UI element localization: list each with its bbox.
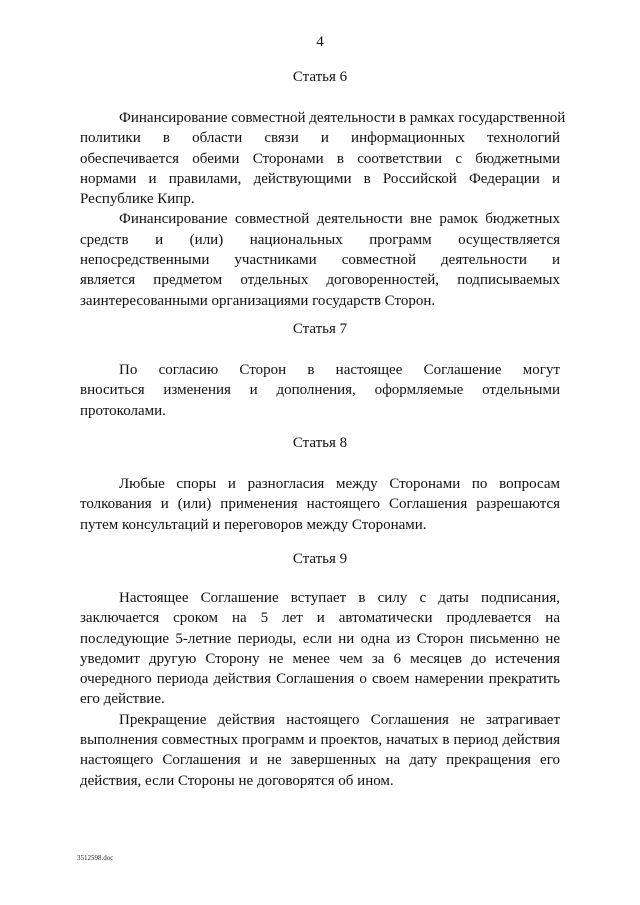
article-7-paragraph-1	[80, 360, 560, 421]
article-6-body	[80, 108, 566, 311]
text-line: выполнения совместных программ и проектов, начатых в период действия	[80, 732, 560, 749]
text-line: Финансирование совместной деятельности в рамках государственной	[119, 110, 566, 126]
text-line: последующие 5-летние периоды, если ни одна из Сторон письменно не	[80, 630, 560, 647]
text-line: действия, если Стороны не договорятся об ином.	[80, 772, 394, 789]
article-6-paragraph-2	[80, 209, 560, 310]
text-line: путем консультаций и переговоров между Сторонами.	[80, 516, 427, 533]
text-line: Республике Кипр.	[80, 191, 195, 208]
article-8-paragraph-1	[80, 474, 560, 535]
text-line: его действие.	[80, 691, 165, 708]
article-9-body	[80, 588, 560, 791]
article-9-title: Статья 9	[292, 551, 348, 567]
article-9-paragraph-2	[80, 710, 560, 791]
article-7-body	[80, 360, 560, 421]
text-line: средств и (или) национальных программ осуществляется	[80, 231, 560, 248]
text-line: вноситься изменения и дополнения, оформляемые отдельными	[80, 382, 560, 399]
page-number: 4	[316, 34, 324, 50]
article-8-body	[80, 474, 560, 535]
text-line: настоящего Соглашения и не завершенных на дату прекращения его	[80, 752, 560, 769]
text-line: уведомит другую Сторону не менее чем за 6 месяцев до истечения	[80, 650, 560, 667]
text-line: обеспечивается обеими Сторонами в соответствии с бюджетными	[80, 150, 560, 167]
article-7-title: Статья 7	[292, 321, 348, 337]
text-line: Прекращение действия настоящего Соглашения не затрагивает	[119, 711, 560, 728]
text-line: Любые споры и разногласия между Сторонами по вопросам	[119, 476, 560, 492]
text-line: протоколами.	[80, 402, 166, 419]
article-8-title: Статья 8	[292, 435, 348, 451]
text-line: По согласию Сторон в настоящее Соглашение могут	[119, 362, 560, 378]
text-line: толкования и (или) применения настоящего Соглашения разрешаются	[80, 496, 560, 513]
text-line: Настоящее Соглашение вступает в силу с даты подписания,	[119, 590, 560, 606]
text-line: является предметом отдельных договоренностей, подписываемых	[80, 272, 560, 289]
text-line: непосредственными участниками совместной деятельности и	[80, 252, 560, 269]
article-9-paragraph-1	[80, 588, 560, 710]
footer-file-code: 3512598.doc	[77, 854, 114, 862]
text-line: заинтересованными организациями государств Сторон.	[80, 292, 436, 309]
text-line: очередного периода действия Соглашения о своем намерении прекратить	[80, 671, 560, 688]
article-6-title: Статья 6	[292, 69, 348, 85]
text-line: нормами и правилами, действующими в Российской Федерации и	[80, 170, 560, 187]
text-line: политики в области связи и информационных технологий	[80, 130, 560, 147]
article-6-paragraph-1	[80, 108, 566, 209]
text-line: Финансирование совместной деятельности вне рамок бюджетных	[119, 211, 560, 228]
text-line: заключается сроком на 5 лет и автоматически продлевается на	[80, 610, 560, 627]
